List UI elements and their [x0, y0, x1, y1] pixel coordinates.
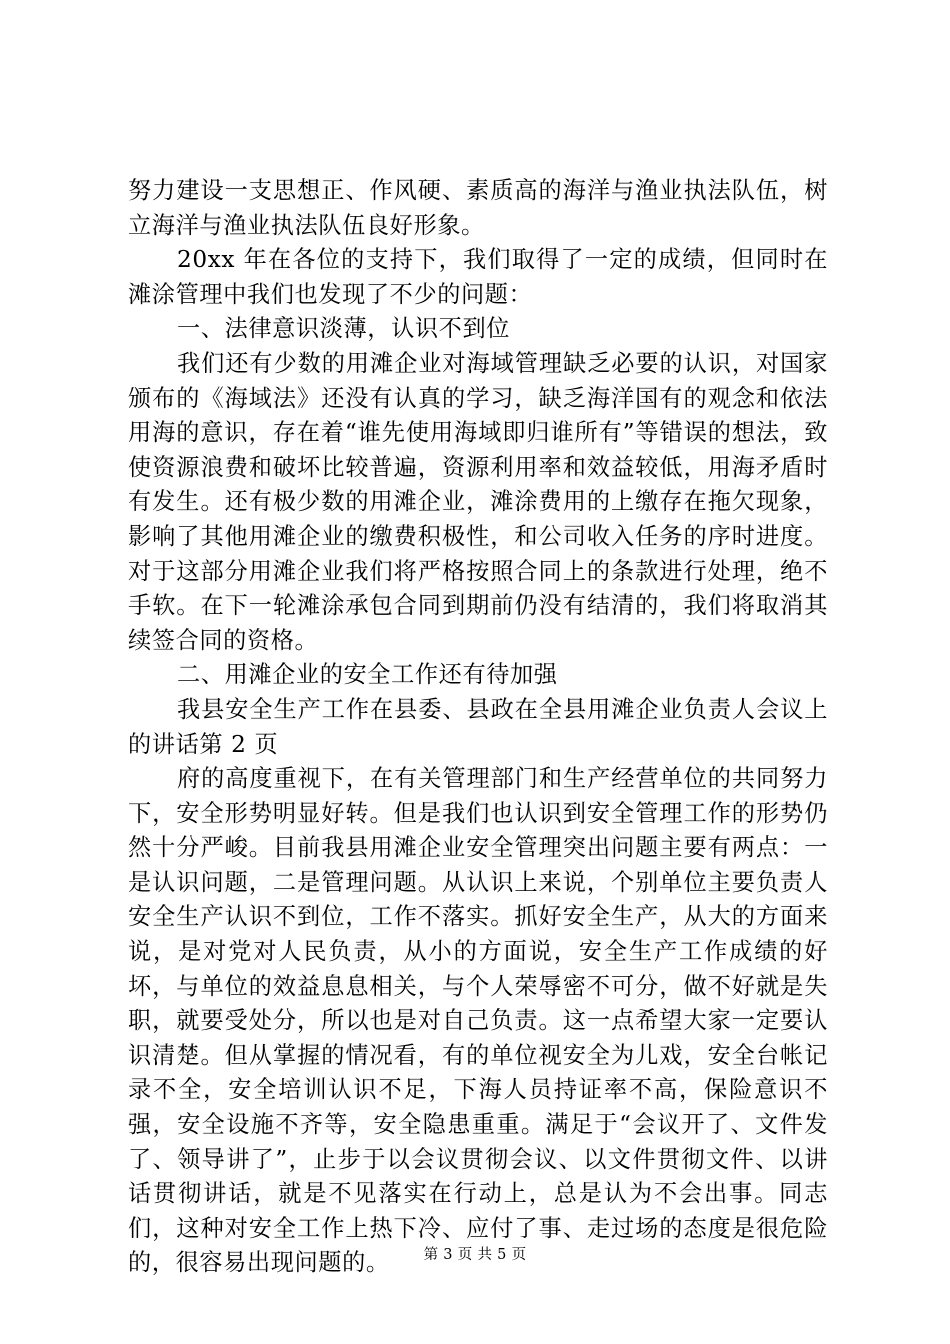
paragraph-section-2-start: 我县安全生产工作在县委、县政在全县用滩企业负责人会议上的讲话第 2 页: [128, 695, 828, 758]
section-heading-2: 二、用滩企业的安全工作还有待加强: [177, 661, 558, 689]
paragraph-intro: 20xx 年在各位的支持下，我们取得了一定的成绩，但同时在滩涂管理中我们也发现了不少的问题：: [128, 246, 828, 308]
document-body: [128, 174, 828, 1281]
paragraph-section-2-body: 府的高度重视下，在有关管理部门和生产经营单位的共同努力下，安全形势明显好转。但是我们也认识到安全管理工作的形势仍然十分严峻。目前我县用滩企业安全管理突出问题主要有两点：一是认识问题，二是管理问题。从认识上来说，个别单位主要负责人安全生产认识不到位，工作不落实。抓好安全生产，从大的方面来说，是对党对人民负责，从小的方面说，安全生产工作成绩的好坏，与单位的效益息息相关，与个人荣辱密不可分，做不好就是失职，就要受处分，所以也是对自己负责。这一点希望大家一定要认识清楚。但从掌握的情况看，有的单位视安全为儿戏，安全台帐记录不全，安全培训认识不足，下海人员持证率不高，保险意识不强，安全设施不齐等，安全隐患重重。满足于“会议开了、文件发了、领导讲了”，止步于以会议贯彻会议、以文件贯彻文件、以讲话贯彻讲话，就是不见落实在行动上，总是认为不会出事。同志们，这种对安全工作上热下冷、应付了事、走过场的态度是很危险的，很容易出现问题的。: [128, 765, 828, 1277]
page-number-footer: 第 3 页 共 5 页: [423, 1247, 527, 1263]
paragraph-continuation: 努力建设一支思想正、作风硬、素质高的海洋与渔业执法队伍，树立海洋与渔业执法队伍良好形象。: [128, 177, 828, 239]
paragraph-section-1: 我们还有少数的用滩企业对海域管理缺乏必要的认识，对国家颁布的《海域法》还没有认真的学习，缺乏海洋国有的观念和依法用海的意识，存在着“谁先使用海域即归谁所有”等错误的想法，致使资源浪费和破坏比较普遍，资源利用率和效益较低，用海矛盾时有发生。还有极少数的用滩企业，滩涂费用的上缴存在拖欠现象，影响了其他用滩企业的缴费积极性，和公司收入任务的序时进度。对于这部分用滩企业我们将严格按照合同上的条款进行处理，绝不手软。在下一轮滩涂承包合同到期前仍没有结清的，我们将取消其续签合同的资格。: [128, 349, 828, 654]
section-heading-1: 一、法律意识淡薄，认识不到位: [177, 315, 511, 343]
